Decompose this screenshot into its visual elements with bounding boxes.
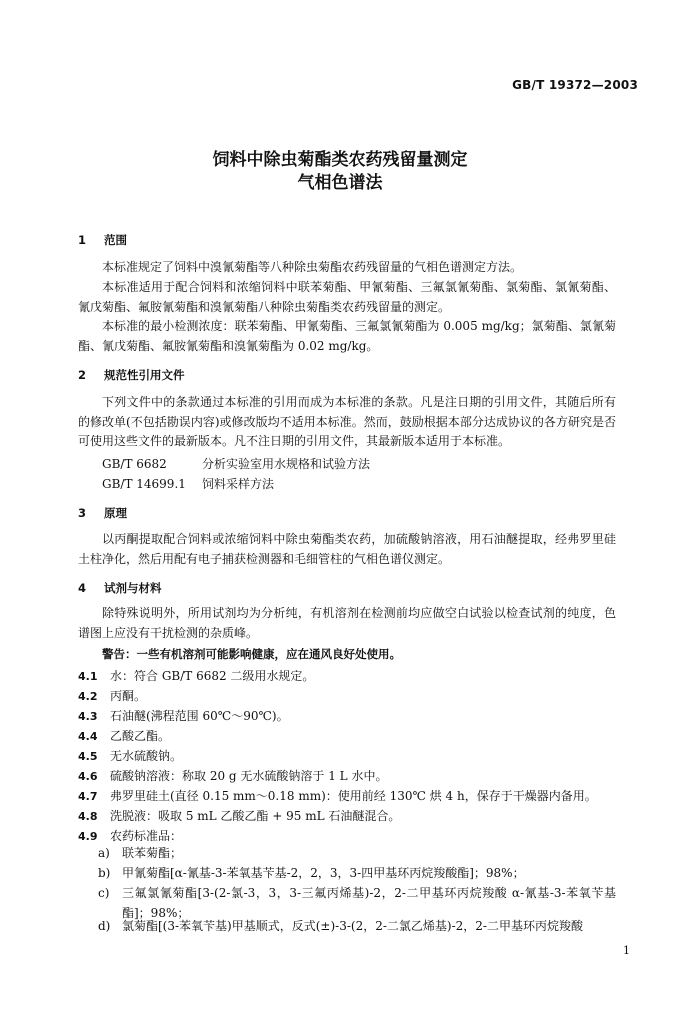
item-text: 无水硫酸钠。 xyxy=(110,749,183,763)
document-title: 饲料中除虫菊酯类农药残留量测定 xyxy=(212,150,468,170)
item-number: 4.4 xyxy=(78,730,98,743)
reference-title: 饲料采样方法 xyxy=(202,477,275,491)
item-text: 丙酮。 xyxy=(110,689,147,703)
sub-item-text: 甲氰菊酯[α-氰基-3-苯氧基苄基-2，2，3，3-四甲基环丙烷羧酸酯]；98%； xyxy=(122,866,525,880)
item-number: 4.5 xyxy=(78,750,98,763)
warning-note: 警告：一些有机溶剂可能影响健康，应在通风良好处使用。 xyxy=(102,647,401,661)
item-number: 4.9 xyxy=(78,830,98,843)
item-number: 4.6 xyxy=(78,770,98,783)
sub-item-letter: c) xyxy=(98,886,110,900)
sub-item-letter: b) xyxy=(98,866,111,880)
item-text: 水：符合 GB/T 6682 二级用水规定。 xyxy=(110,669,315,683)
reference-title: 分析实验室用水规格和试验方法 xyxy=(202,457,371,471)
item-text: 石油醚(沸程范围 60℃～90℃)。 xyxy=(110,709,289,723)
section-title: 原理 xyxy=(104,506,127,520)
list-item xyxy=(78,667,618,684)
item-text: 弗罗里硅土(直径 0.15 mm～0.18 mm)：使用前经 130℃ 烘 4 h，保存于干燥器内备用。 xyxy=(110,789,597,803)
item-number: 4.7 xyxy=(78,790,98,803)
list-item xyxy=(78,827,618,844)
list-item xyxy=(78,767,618,784)
sub-item-text: 氯菊酯[(3-苯氧苄基)甲基顺式，反式(±)-3-(2，2-二氯乙烯基)-2，2-二甲基环丙烷羧酸 xyxy=(122,919,583,933)
section-number: 2 xyxy=(78,368,87,382)
sub-item xyxy=(98,917,618,937)
section-number: 1 xyxy=(78,233,87,247)
item-number: 4.1 xyxy=(78,670,98,683)
list-item xyxy=(78,747,618,764)
section-1-paragraph-3: 本标准的最小检测浓度：联苯菊酯、甲氰菊酯、三氟氯氰菊酯为 0.005 mg/kg；氯菊酯、氯氰菊酯、氰戊菊酯、氟胺氰菊酯和溴氰菊酯为 0.02 mg/kg。 xyxy=(78,319,616,353)
section-title: 规范性引用文件 xyxy=(104,368,185,382)
page-number: 1 xyxy=(623,944,630,957)
reference-line xyxy=(102,475,274,492)
section-4-heading xyxy=(78,580,162,596)
item-text: 洗脱液：吸取 5 mL 乙酸乙酯 + 95 mL 石油醚混合。 xyxy=(110,809,401,823)
reference-code: GB/T 6682 xyxy=(102,457,167,471)
list-item xyxy=(78,727,618,744)
section-2-heading xyxy=(78,367,185,383)
item-number: 4.3 xyxy=(78,710,98,723)
reference-line xyxy=(102,455,370,472)
section-number: 3 xyxy=(78,506,87,520)
item-text: 乙酸乙酯。 xyxy=(110,729,171,743)
section-title: 试剂与材料 xyxy=(104,581,162,595)
sub-item-letter: a) xyxy=(98,846,110,860)
item-text: 农药标准品： xyxy=(110,829,183,843)
sub-item-text: 三氟氯氰菊酯[3-(2-氯-3，3，3-三氟丙烯基)-2，2-二甲基环丙烷羧酸 α-氰基-3-苯氧苄基酯]；98%； xyxy=(122,886,616,920)
section-1-paragraph-1: 本标准规定了饲料中溴氰菊酯等八种除虫菊酯农药残留量的气相色谱测定方法。 xyxy=(102,260,523,274)
sub-item xyxy=(98,864,618,884)
section-number: 4 xyxy=(78,581,87,595)
list-item xyxy=(78,807,618,824)
item-number: 4.8 xyxy=(78,810,98,823)
sub-item xyxy=(98,844,618,864)
reference-code: GB/T 14699.1 xyxy=(102,477,186,491)
section-4-paragraph-1: 除特殊说明外，所用试剂均为分析纯，有机溶剂在检测前均应做空白试验以检查试剂的纯度，色谱图上应没有干扰检测的杂质峰。 xyxy=(78,606,616,640)
section-1-paragraph-2: 本标准适用于配合饲料和浓缩饲料中联苯菊酯、甲氰菊酯、三氟氯氰菊酯、氯菊酯、氯氰菊酯、氰戊菊酯、氟胺氰菊酯和溴氰菊酯八种除虫菊酯类农药残留量的测定。 xyxy=(78,280,616,314)
section-3-heading xyxy=(78,505,127,521)
sub-item-letter: d) xyxy=(98,919,111,933)
list-item xyxy=(78,787,618,804)
standard-code: GB/T 19372—2003 xyxy=(512,78,638,92)
document-subtitle: 气相色谱法 xyxy=(297,173,383,193)
section-3-paragraph-1: 以丙酮提取配合饲料或浓缩饲料中除虫菊酯类农药，加硫酸钠溶液，用石油醚提取，经弗罗里硅土柱净化，然后用配有电子捕获检测器和毛细管柱的气相色谱仪测定。 xyxy=(78,532,616,566)
item-number: 4.2 xyxy=(78,690,98,703)
sub-item-text: 联苯菊酯； xyxy=(122,846,183,860)
section-1-heading xyxy=(78,232,127,248)
section-2-paragraph-1: 下列文件中的条款通过本标准的引用而成为本标准的条款。凡是注日期的引用文件，其随后所有的修改单(不包括勘误内容)或修改版均不适用本标准。然而，鼓励根据本部分达成协议的各方研究是否可使用这些文件的最新版本。凡不注日期的引用文件，其最新版本适用于本标准。 xyxy=(78,395,616,448)
item-text: 硫酸钠溶液：称取 20 g 无水硫酸钠溶于 1 L 水中。 xyxy=(110,769,388,783)
list-item xyxy=(78,707,618,724)
list-item xyxy=(78,687,618,704)
section-title: 范围 xyxy=(104,233,127,247)
